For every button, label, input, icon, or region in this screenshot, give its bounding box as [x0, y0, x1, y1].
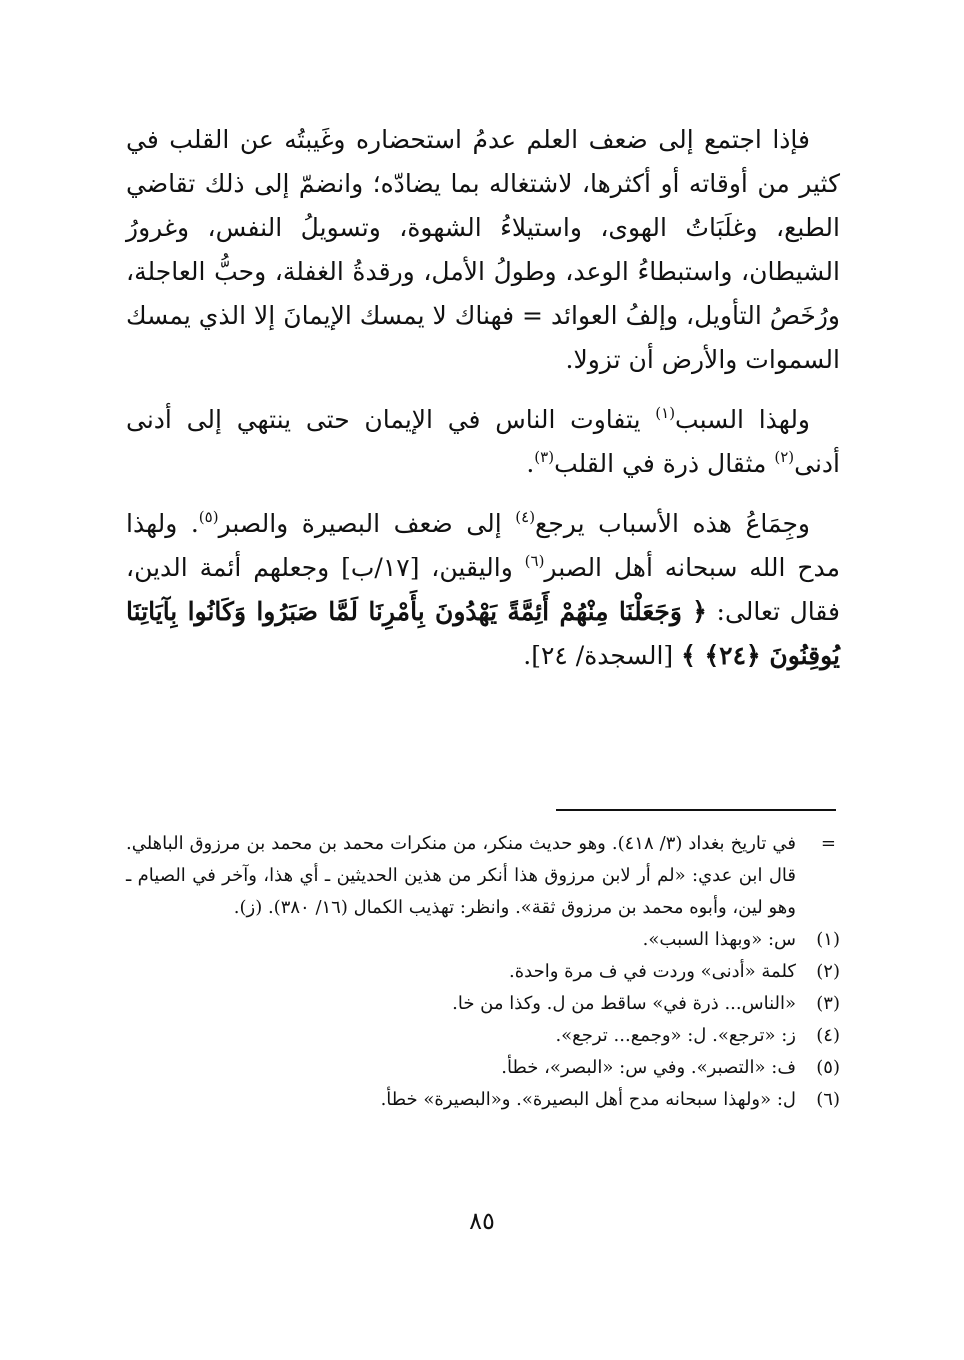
quran-verse: ﴿ وَجَعَلْنَا مِنْهُمْ أَئِمَّةً يَهْدُونَ بِأَمْرِنَا لَمَّا صَبَرُوا وَكَانُوا بِآيَاتِنَا يُوقِنُونَ ﴿٢٤﴾ ﴾	[126, 597, 840, 670]
footnote-text: س: «وبهذا السبب».	[642, 929, 796, 950]
footnote-number: (٢)	[816, 961, 840, 982]
footnote-text: «الناس... ذرة في» ساقط من ل. وكذا من خا.	[452, 993, 796, 1014]
footnote-1	[126, 924, 840, 956]
verse-reference: [السجدة/ ٢٤].	[523, 641, 682, 670]
paragraph-3-text-b: إلى ضعف البصيرة والصبر	[218, 509, 516, 538]
footnote-text: كلمة «أدنى» وردت في ف مرة واحدة.	[508, 961, 796, 982]
paragraph-2-text-c: مثقال ذرة في القلب	[554, 449, 775, 478]
paragraph-2-text-a: ولهذا السبب	[675, 405, 811, 434]
paragraph-3	[126, 502, 840, 678]
paragraph-2-text-b: يتفاوت الناس في الإيمان حتى ينتهي إلى أدنى أدنى	[126, 405, 840, 478]
footnote-text: ل: «ولهذا سبحانه مدح أهل البصيرة». و«البصيرة» خطأ.	[380, 1089, 796, 1110]
continuation-mark: =	[820, 833, 836, 854]
footnote-continuation	[126, 828, 840, 924]
main-text	[126, 118, 840, 694]
footnote-number: (١)	[816, 929, 840, 950]
paragraph-3-text-a: وجِمَاعُ هذه الأسباب يرجع	[535, 509, 810, 538]
footnote-continuation-text: في تاريخ بغداد (٣/ ٤١٨). وهو حديث منكر، من منكرات محمد بن محمد بن مرزوق الباهلي. قال ابن عدي: «لم أر لابن مرزوق هذا أنكر من هذين الحديثين ـ أي هذا، وآخر في الصيام ـ وهو لين، وأبوه محمد بن مرزوق ثقة». وانظر: تهذيب الكمال (١٦/ ٣٨٠). (ز).	[126, 833, 796, 918]
footnote-6	[126, 1084, 840, 1116]
footnote-ref-6[interactable]: (٦)	[524, 552, 545, 570]
footnote-text: ف: «التصبر». وفي س: «البصر»، خطأ.	[501, 1057, 796, 1078]
footnote-4	[126, 1020, 840, 1052]
footnote-ref-2[interactable]: (٢)	[774, 448, 795, 466]
footnote-number: (٤)	[816, 1025, 840, 1046]
paragraph-2	[126, 398, 840, 486]
footnote-separator	[556, 809, 836, 811]
footnote-text: ز: «ترجع». ل: «وجمع... ترجع».	[555, 1025, 796, 1046]
paragraph-1: فإذا اجتمع إلى ضعف العلم عدمُ استحضاره وغَيبتُه عن القلب في كثير من أوقاته أو أكثرها، لاشتغاله بما يضادّه؛ وانضمّ إلى ذلك تقاضي الطبع، وغلَبَاتُ الهوى، واستيلاءُ الشهوة، وتسويلُ النفس، وغرورُ الشيطان، واستبطاءُ الوعد، وطولُ الأمل، ورقدةُ الغفلة، وحبُّ العاجلة، ورُخَصُ التأويل، وإلفُ العوائد = فهناك لا يمسك الإيمانَ إلا الذي يمسك السموات والأرض أن تزولا.	[126, 125, 840, 374]
paragraph-3-text-d: واليقين، [١٧/ب] وجعلهم أئمة الدين، فقال تعالى:	[126, 553, 840, 626]
footnote-number: (٥)	[816, 1057, 840, 1078]
footnote-ref-3[interactable]: (٣)	[534, 448, 555, 466]
footnote-number: (٦)	[816, 1089, 840, 1110]
footnote-ref-5[interactable]: (٥)	[198, 508, 219, 526]
footnote-5	[126, 1052, 840, 1084]
footnote-ref-4[interactable]: (٤)	[515, 508, 536, 526]
footnote-number: (٣)	[816, 993, 840, 1014]
paragraph-2-text-d: .	[526, 449, 535, 478]
page-number: ٨٥	[469, 1207, 495, 1235]
footnote-3	[126, 988, 840, 1020]
footnotes	[126, 828, 840, 1116]
footnote-ref-1[interactable]: (١)	[655, 404, 676, 422]
paragraph-3-text-c: . ولهذا مدح الله سبحانه أهل الصبر	[126, 509, 840, 582]
footnote-2	[126, 956, 840, 988]
